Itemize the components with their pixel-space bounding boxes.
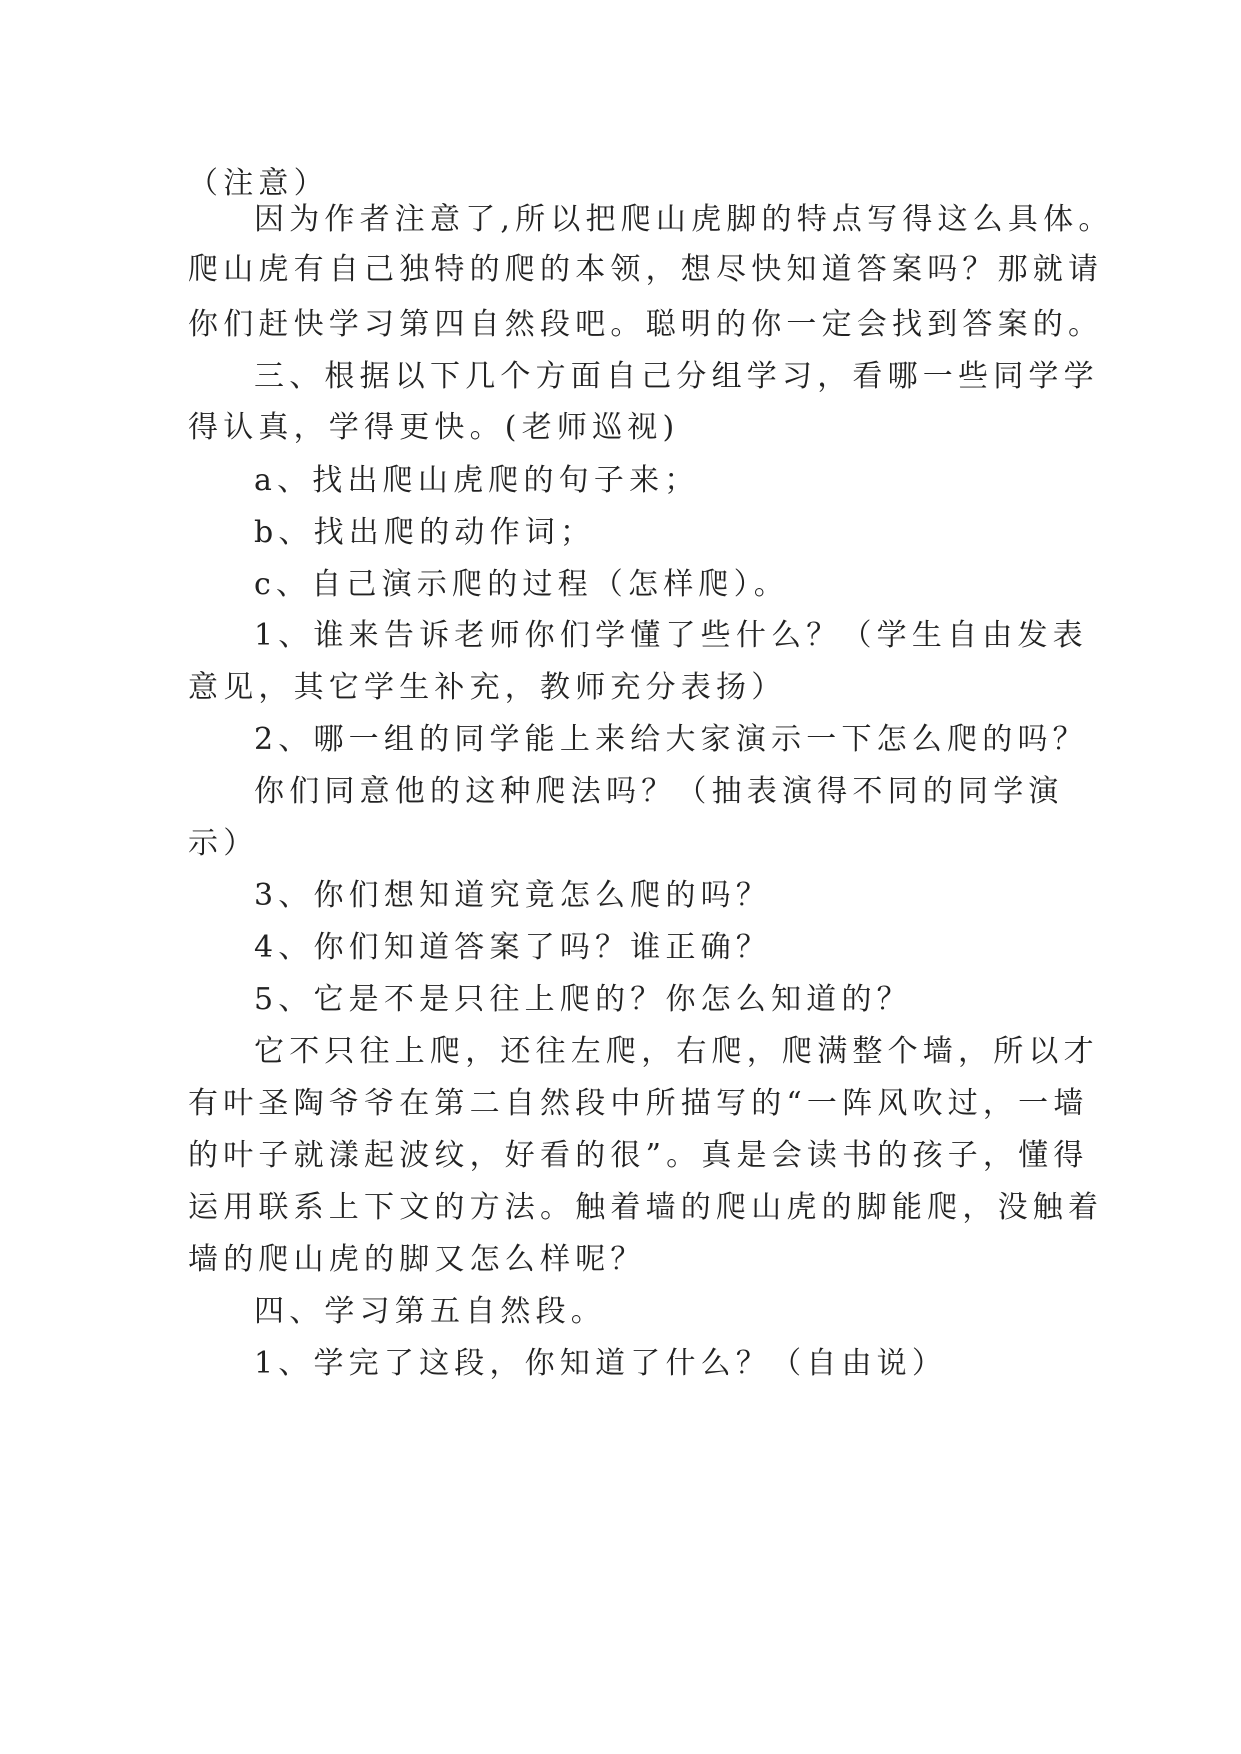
paragraph-line: 1、谁来告诉老师你们学懂了些什么？（学生自由发表 <box>254 618 1088 653</box>
paragraph-line: 3、你们想知道究竟怎么爬的吗？ <box>254 878 772 913</box>
paragraph-line: 因为作者注意了,所以把爬山虎脚的特点写得这么具体。 <box>254 202 1114 237</box>
paragraph-line: 有叶圣陶爷爷在第二自然段中所描写的“一阵风吹过，一墙 <box>188 1086 1089 1121</box>
paragraph-line: 5、它是不是只往上爬的？你怎么知道的？ <box>254 982 912 1017</box>
paragraph-line: 墙的爬山虎的脚又怎么样呢？ <box>188 1242 646 1277</box>
paragraph-line: 你们同意他的这种爬法吗？（抽表演得不同的同学演 <box>254 774 1064 809</box>
paragraph-line: 四、学习第五自然段。 <box>254 1294 606 1329</box>
paragraph-line: c、自己演示爬的过程（怎样爬）。 <box>254 567 790 602</box>
paragraph-line: b、找出爬的动作词； <box>254 515 596 550</box>
paragraph-line: 意见，其它学生补充，教师充分表扬） <box>188 670 787 705</box>
paragraph-line: （注意） <box>188 166 329 201</box>
paragraph-line: 2、哪一组的同学能上来给大家演示一下怎么爬的吗？ <box>254 722 1088 757</box>
paragraph-line: 它不只往上爬，还往左爬，右爬，爬满整个墙，所以才 <box>254 1034 1099 1069</box>
paragraph-line: 你们赶快学习第四自然段吧。聪明的你一定会找到答案的。 <box>188 307 1104 342</box>
paragraph-line: 示） <box>188 826 259 861</box>
paragraph-line: 4、你们知道答案了吗？谁正确？ <box>254 930 772 965</box>
paragraph-line: 1、学完了这段，你知道了什么？（自由说） <box>254 1346 948 1381</box>
paragraph-line: 爬山虎有自己独特的爬的本领，想尽快知道答案吗？那就请 <box>188 252 1104 287</box>
paragraph-line: 得认真，学得更快。(老师巡视) <box>188 410 680 445</box>
paragraph-line: 运用联系上下文的方法。触着墙的爬山虎的脚能爬，没触着 <box>188 1190 1104 1225</box>
paragraph-line: 的叶子就漾起波纹，好看的很”。真是会读书的孩子，懂得 <box>188 1138 1089 1173</box>
paragraph-line: a、找出爬山虎爬的句子来； <box>254 463 700 498</box>
paragraph-line: 三、根据以下几个方面自己分组学习，看哪一些同学学 <box>254 359 1099 394</box>
